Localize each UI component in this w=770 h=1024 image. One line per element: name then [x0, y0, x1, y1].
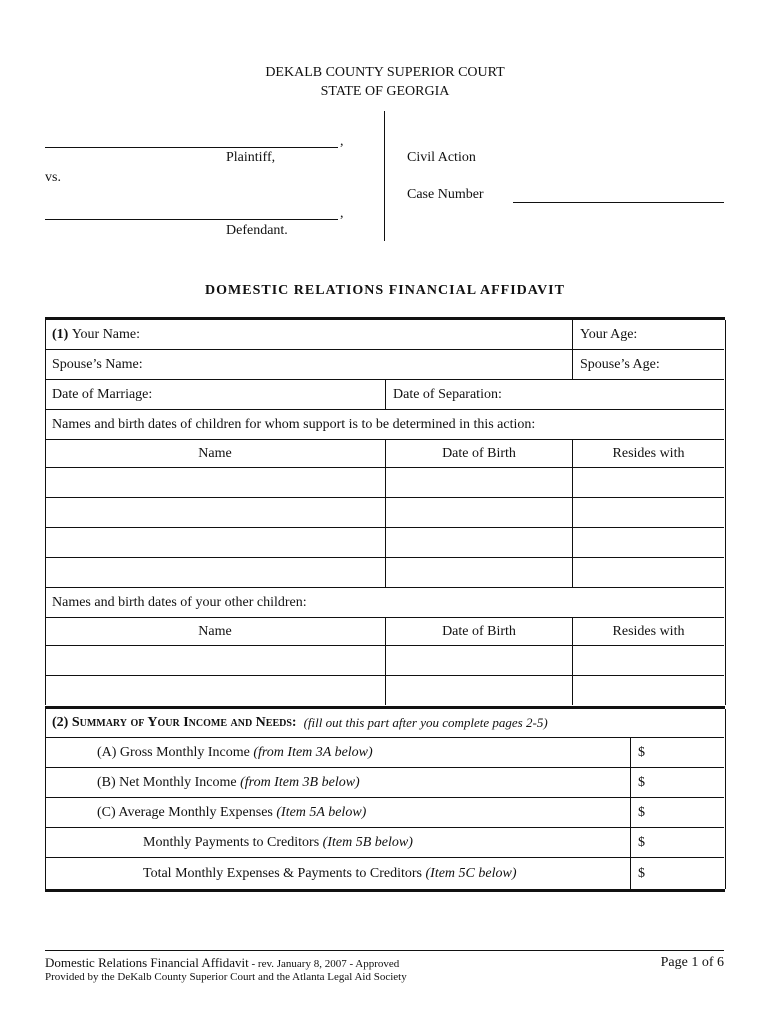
creditor-payments-ref: (Item 5B below) [322, 834, 413, 850]
children-support-row [45, 410, 724, 440]
plaintiff-label: Plaintiff, [226, 150, 276, 165]
spouse-name-field[interactable] [45, 350, 572, 379]
creditor-payments-field[interactable] [630, 828, 724, 857]
currency-sign: $ [638, 774, 645, 790]
date-separation-field[interactable] [385, 380, 724, 409]
child-dob-cell[interactable] [385, 558, 572, 587]
avg-expenses-label: (C) Average Monthly Expenses [97, 804, 273, 820]
other-children-row [45, 588, 724, 618]
state-name: STATE OF GEORGIA [320, 84, 450, 99]
col-dob-header: Date of Birth [442, 623, 516, 639]
spouse-age-label: Spouse’s Age: [580, 356, 660, 372]
child-dob-cell[interactable] [385, 528, 572, 557]
children-support-heading: Names and birth dates of children for whom support is to be determined in this action: [52, 416, 536, 432]
date-marriage-field[interactable] [45, 380, 385, 409]
your-age-label: Your Age: [580, 326, 638, 342]
gross-income-ref: (from Item 3A below) [253, 744, 373, 760]
currency-sign: $ [638, 865, 645, 881]
currency-sign: $ [638, 834, 645, 850]
your-name-label: Your Name: [71, 326, 141, 342]
child-name-cell[interactable] [45, 558, 385, 587]
footer-provided: Provided by the DeKalb County Superior Court and the Atlanta Legal Aid Society [45, 971, 407, 983]
section2-bottom-rule [45, 889, 725, 892]
summary-row [45, 798, 724, 828]
child-resides-cell[interactable] [572, 498, 724, 527]
table-row [45, 558, 724, 588]
vs-label: vs. [45, 170, 61, 185]
section2-number: (2) [52, 715, 69, 730]
col-resides-header: Resides with [612, 623, 685, 639]
date-marriage-label: Date of Marriage: [52, 386, 153, 402]
other-child-dob-cell[interactable] [385, 646, 572, 675]
your-name-field[interactable] [45, 320, 572, 349]
col-dob-header: Date of Birth [442, 445, 516, 461]
gross-income-field[interactable] [630, 738, 724, 767]
summary-row [45, 768, 724, 798]
other-child-name-cell[interactable] [45, 676, 385, 705]
avg-expenses-ref: (Item 5A below) [276, 804, 367, 820]
section2-header-row [45, 709, 724, 738]
section1-number: (1) [52, 326, 69, 342]
form-title: DOMESTIC RELATIONS FINANCIAL AFFIDAVIT [205, 283, 565, 298]
case-number-label: Case Number [407, 187, 484, 202]
total-expenses-ref: (Item 5C below) [425, 865, 517, 881]
civil-action-label: Civil Action [407, 150, 476, 165]
net-income-ref: (from Item 3B below) [240, 774, 360, 790]
defendant-line [45, 219, 338, 220]
total-expenses-label: Total Monthly Expenses & Payments to Creditors [143, 865, 422, 881]
child-name-cell[interactable] [45, 468, 385, 497]
page-number: Page 1 of 6 [660, 955, 724, 970]
court-name: DEKALB COUNTY SUPERIOR COURT [265, 65, 505, 80]
spouse-name-label: Spouse’s Name: [52, 356, 143, 372]
spouse-age-field[interactable] [572, 350, 724, 379]
net-income-label: (B) Net Monthly Income [97, 774, 237, 790]
footer-doc-name: Domestic Relations Financial Affidavit [45, 955, 249, 970]
your-name-row [45, 320, 724, 350]
defendant-label: Defendant. [226, 223, 288, 238]
footer-revision: - rev. January 8, 2007 - Approved [248, 958, 400, 970]
avg-expenses-field[interactable] [630, 798, 724, 827]
col-resides-header: Resides with [612, 445, 685, 461]
child-name-cell[interactable] [45, 528, 385, 557]
col-name-header: Name [198, 623, 232, 639]
child-dob-cell[interactable] [385, 498, 572, 527]
children-table-header [45, 440, 724, 468]
table-row [45, 676, 724, 705]
summary-row [45, 738, 724, 768]
defendant-comma: , [340, 206, 344, 221]
table-row [45, 646, 724, 676]
footer-doc-info [45, 955, 399, 971]
child-resides-cell[interactable] [572, 468, 724, 497]
table-row [45, 468, 724, 498]
child-resides-cell[interactable] [572, 558, 724, 587]
section2-note: (fill out this part after you complete pages 2-5) [303, 715, 548, 730]
creditor-payments-label: Monthly Payments to Creditors [143, 834, 320, 850]
other-children-table-header [45, 618, 724, 646]
plaintiff-line [45, 147, 338, 148]
plaintiff-comma: , [340, 134, 344, 149]
currency-sign: $ [638, 744, 645, 760]
total-expenses-field[interactable] [630, 858, 724, 889]
caption-divider [384, 111, 385, 241]
currency-sign: $ [638, 804, 645, 820]
table-row [45, 498, 724, 528]
child-name-cell[interactable] [45, 498, 385, 527]
date-separation-label: Date of Separation: [393, 386, 502, 402]
other-child-resides-cell[interactable] [572, 646, 724, 675]
child-resides-cell[interactable] [572, 528, 724, 557]
other-children-heading: Names and birth dates of your other children: [52, 594, 307, 610]
footer-rule [45, 950, 724, 951]
other-child-dob-cell[interactable] [385, 676, 572, 705]
other-child-name-cell[interactable] [45, 646, 385, 675]
your-age-field[interactable] [572, 320, 724, 349]
gross-income-label: (A) Gross Monthly Income [97, 744, 250, 760]
net-income-field[interactable] [630, 768, 724, 797]
dates-row [45, 380, 724, 410]
spouse-name-row [45, 350, 724, 380]
child-dob-cell[interactable] [385, 468, 572, 497]
summary-row [45, 828, 724, 858]
table-row [45, 528, 724, 558]
section2-title: Summary of Your Income and Needs: [71, 715, 297, 730]
case-number-line[interactable] [513, 202, 724, 203]
summary-row [45, 858, 724, 889]
other-child-resides-cell[interactable] [572, 676, 724, 705]
col-name-header: Name [198, 445, 232, 461]
